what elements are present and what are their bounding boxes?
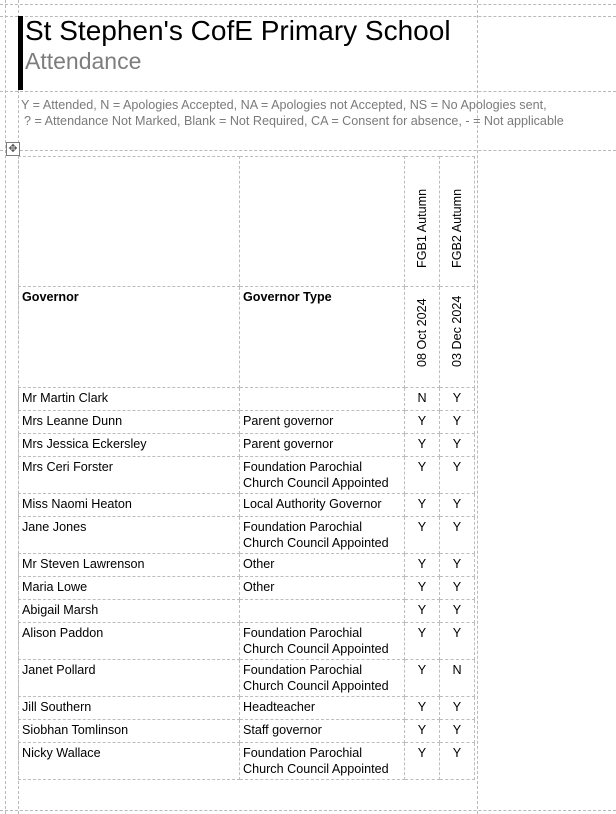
attendance-mark-cell[interactable]: Y xyxy=(405,623,440,660)
attendance-mark-cell[interactable]: N xyxy=(440,660,475,697)
governor-type-cell[interactable]: Foundation Parochial Church Council Appointed xyxy=(240,660,405,697)
attendance-mark-cell[interactable]: Y xyxy=(440,554,475,577)
governor-name-cell[interactable]: Janet Pollard xyxy=(19,660,240,697)
report-title: Attendance xyxy=(25,48,142,74)
governor-header-cell xyxy=(19,287,240,388)
attendance-legend xyxy=(21,97,564,129)
meeting-name-header-row xyxy=(19,157,475,287)
meeting-date-cell xyxy=(405,287,440,388)
table-row xyxy=(19,600,475,623)
governor-type-cell[interactable]: Parent governor xyxy=(240,434,405,457)
governor-name-cell[interactable]: Nicky Wallace xyxy=(19,743,240,780)
attendance-mark-cell[interactable]: Y xyxy=(440,697,475,720)
attendance-mark-cell[interactable]: Y xyxy=(405,494,440,517)
governor-type-cell[interactable]: Other xyxy=(240,577,405,600)
attendance-mark-cell[interactable]: Y xyxy=(440,434,475,457)
governor-type-cell[interactable]: Staff governor xyxy=(240,720,405,743)
attendance-mark-cell[interactable]: Y xyxy=(405,600,440,623)
governor-name-cell[interactable]: Jill Southern xyxy=(19,697,240,720)
meeting-name: FGB1 Autumn xyxy=(415,188,429,268)
table-row xyxy=(19,388,475,411)
governor-type-cell[interactable] xyxy=(240,388,405,411)
attendance-mark-cell[interactable]: Y xyxy=(440,411,475,434)
text-guide-bottom xyxy=(0,810,616,811)
table-row xyxy=(19,554,475,577)
meeting-date-cell xyxy=(440,287,475,388)
table-row xyxy=(19,623,475,660)
title-accent-bar xyxy=(18,16,23,90)
table-row xyxy=(19,660,475,697)
attendance-mark-cell[interactable]: Y xyxy=(440,600,475,623)
attendance-mark-cell[interactable]: Y xyxy=(405,554,440,577)
governor-type-cell[interactable]: Foundation Parochial Church Council Appointed xyxy=(240,743,405,780)
margin-guide-top xyxy=(0,4,616,5)
legend-guide-bottom xyxy=(0,150,616,151)
attendance-mark-cell[interactable]: Y xyxy=(440,457,475,494)
header-guide-bottom xyxy=(0,91,616,92)
governor-type-cell[interactable]: Foundation Parochial Church Council Appointed xyxy=(240,623,405,660)
legend-line-1: Y = Attended, N = Apologies Accepted, NA = Apologies not Accepted, NS = No Apologies sent, xyxy=(21,98,547,112)
governor-type-cell[interactable]: Parent governor xyxy=(240,411,405,434)
governor-name-cell[interactable]: Miss Naomi Heaton xyxy=(19,494,240,517)
header-blank-cell xyxy=(19,157,240,287)
table-row xyxy=(19,517,475,554)
attendance-mark-cell[interactable]: Y xyxy=(440,494,475,517)
table-row xyxy=(19,411,475,434)
attendance-mark-cell[interactable]: Y xyxy=(405,577,440,600)
table-row xyxy=(19,577,475,600)
attendance-mark-cell[interactable]: Y xyxy=(440,517,475,554)
governor-name-cell[interactable]: Alison Paddon xyxy=(19,623,240,660)
governor-name-cell[interactable]: Mr Martin Clark xyxy=(19,388,240,411)
attendance-mark-cell[interactable]: Y xyxy=(405,434,440,457)
meeting-date: 08 Oct 2024 xyxy=(415,298,429,367)
attendance-mark-cell[interactable]: Y xyxy=(405,457,440,494)
meeting-name-cell xyxy=(405,157,440,287)
meeting-name: FGB2 Autumn xyxy=(450,188,464,268)
meeting-name-cell xyxy=(440,157,475,287)
margin-guide-left xyxy=(5,0,6,814)
governor-type-cell[interactable]: Headteacher xyxy=(240,697,405,720)
attendance-mark-cell[interactable]: Y xyxy=(405,660,440,697)
governor-name-cell[interactable]: Mrs Jessica Eckersley xyxy=(19,434,240,457)
attendance-mark-cell[interactable]: Y xyxy=(405,517,440,554)
governor-type-column-header: Governor Type xyxy=(243,290,332,304)
governor-name-cell[interactable]: Mrs Leanne Dunn xyxy=(19,411,240,434)
governor-name-cell[interactable]: Jane Jones xyxy=(19,517,240,554)
header-blank-cell xyxy=(240,157,405,287)
governor-type-cell[interactable]: Other xyxy=(240,554,405,577)
attendance-mark-cell[interactable]: Y xyxy=(440,577,475,600)
governor-name-cell[interactable]: Mrs Ceri Forster xyxy=(19,457,240,494)
table-row xyxy=(19,434,475,457)
attendance-mark-cell[interactable]: Y xyxy=(405,743,440,780)
table-row xyxy=(19,494,475,517)
attendance-mark-cell[interactable]: N xyxy=(405,388,440,411)
attendance-mark-cell[interactable]: Y xyxy=(440,743,475,780)
governor-type-cell[interactable] xyxy=(240,600,405,623)
governor-column-header: Governor xyxy=(22,290,79,304)
attendance-mark-cell[interactable]: Y xyxy=(405,720,440,743)
governor-name-cell[interactable]: Siobhan Tomlinson xyxy=(19,720,240,743)
legend-line-2: ? = Attendance Not Marked, Blank = Not Required, CA = Consent for absence, - = Not applicable xyxy=(24,114,564,128)
governor-type-cell[interactable]: Foundation Parochial Church Council Appointed xyxy=(240,457,405,494)
type-header-cell xyxy=(240,287,405,388)
attendance-mark-cell[interactable]: Y xyxy=(440,623,475,660)
governor-type-cell[interactable]: Local Authority Governor xyxy=(240,494,405,517)
table-row xyxy=(19,743,475,780)
meeting-date: 03 Dec 2024 xyxy=(450,295,464,367)
attendance-mark-cell[interactable]: Y xyxy=(440,388,475,411)
governor-name-cell[interactable]: Abigail Marsh xyxy=(19,600,240,623)
attendance-table xyxy=(18,156,475,780)
column-header-row xyxy=(19,287,475,388)
table-row xyxy=(19,457,475,494)
attendance-mark-cell[interactable]: Y xyxy=(440,720,475,743)
school-name: St Stephen's CofE Primary School xyxy=(25,15,451,46)
attendance-mark-cell[interactable]: Y xyxy=(405,411,440,434)
table-move-handle-icon[interactable]: ✥ xyxy=(6,142,20,156)
governor-name-cell[interactable]: Maria Lowe xyxy=(19,577,240,600)
governor-type-cell[interactable]: Foundation Parochial Church Council Appointed xyxy=(240,517,405,554)
table-row xyxy=(19,720,475,743)
governor-name-cell[interactable]: Mr Steven Lawrenson xyxy=(19,554,240,577)
table-row xyxy=(19,697,475,720)
attendance-mark-cell[interactable]: Y xyxy=(405,697,440,720)
